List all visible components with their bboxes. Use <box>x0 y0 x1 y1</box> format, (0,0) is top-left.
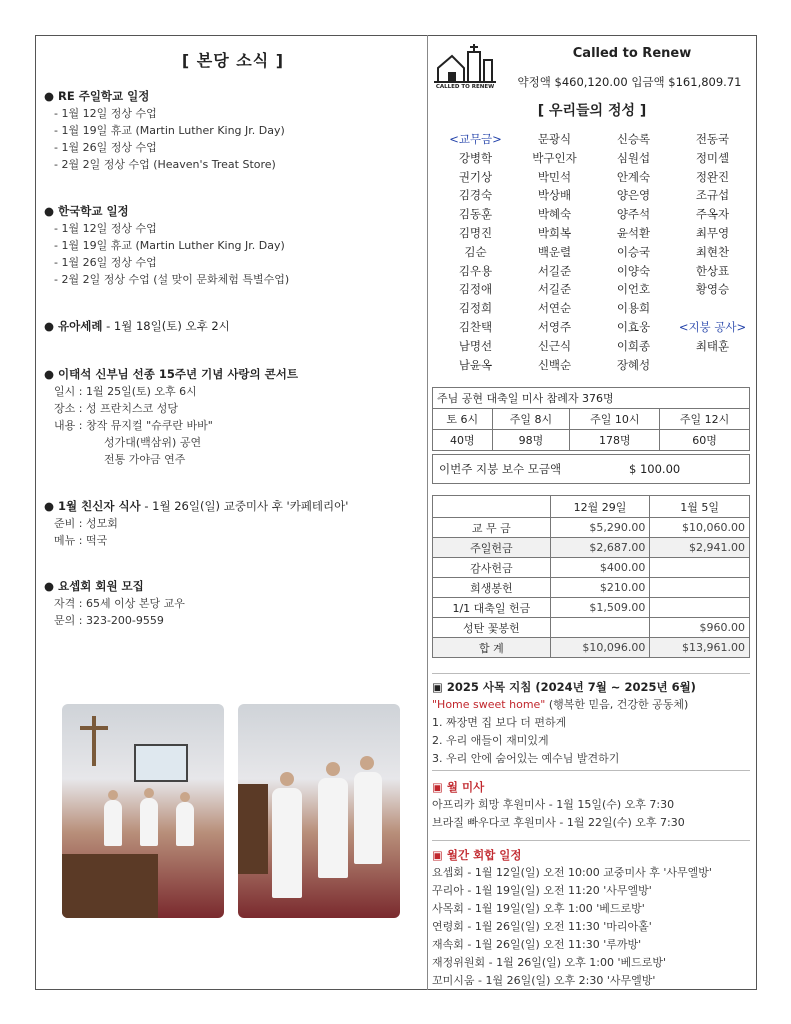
donor-name: 서연순 <box>537 301 572 316</box>
donor-name <box>673 356 752 375</box>
donor-name: 양주석 <box>616 207 651 222</box>
offering-amount <box>550 618 650 638</box>
donor-name: 박희복 <box>537 225 572 240</box>
donor-name: 남명선 <box>458 338 493 353</box>
table-row <box>433 598 750 618</box>
donor-name: 강병학 <box>458 150 493 165</box>
list-item: - 1월 26일 정상 수업 <box>54 256 157 269</box>
donor-name: 김우용 <box>458 263 493 278</box>
donor-name: 박민석 <box>537 169 572 184</box>
attendance-value: 60명 <box>660 430 750 451</box>
offering-label: 합 계 <box>433 638 551 658</box>
column-divider <box>427 35 428 990</box>
donor-name: 김경숙 <box>458 188 493 203</box>
section-title: 한국학교 일정 <box>58 204 129 218</box>
donor-name: 조규섭 <box>695 188 730 203</box>
offering-subtitle: [ 우리들의 정성 ] <box>537 103 647 119</box>
donor-name: 전동국 <box>695 132 730 146</box>
offering-table <box>432 495 750 658</box>
list-item: 메뉴 : 떡국 <box>54 534 108 547</box>
list-item: 브라질 빠우다코 후원미사 - 1월 22일(수) 오후 7:30 <box>432 816 685 829</box>
roof-fund-label: 이번주 지붕 보수 모금액 <box>439 462 562 476</box>
offering-header: 12월 29일 <box>550 496 650 518</box>
section-title: 유아세례 <box>58 319 103 333</box>
donor-name: 이효웅 <box>616 319 651 334</box>
church-photo-altar <box>62 704 224 918</box>
section-detail: - 1월 26일(일) 교중미사 후 '카페테리아' <box>140 499 349 513</box>
donor-name: 신백순 <box>537 357 572 372</box>
bullet-icon: ● <box>44 499 55 513</box>
donor-name: 신근식 <box>537 338 572 353</box>
monthly-meetings <box>432 846 750 990</box>
list-item: - 2월 2일 정상 수업 (설 맞이 문화체험 특별수업) <box>54 273 290 286</box>
donor-name: 심원섭 <box>616 150 651 165</box>
donor-name: 박상배 <box>537 188 572 203</box>
donor-name: 남윤옥 <box>458 357 493 372</box>
bullet-icon: ● <box>44 579 55 593</box>
donor-name: 문광식 <box>537 132 572 146</box>
pastoral-title: ▣ 2025 사목 지침 (2024년 7월 ~ 2025년 6월) <box>432 680 696 694</box>
offering-amount: $2,941.00 <box>650 538 750 558</box>
donor-name: 백운렬 <box>537 244 572 259</box>
attendance-header: 토 6시 <box>433 409 493 430</box>
donor-name: 정미셸 <box>695 150 730 165</box>
attendance-value: 98명 <box>492 430 570 451</box>
list-item: 연령회 - 1월 26일(일) 오전 11:30 '마리아홀' <box>432 920 652 933</box>
donor-name: 신승록 <box>616 132 651 146</box>
offering-amount: $210.00 <box>550 578 650 598</box>
donor-name: 서길준 <box>537 263 572 278</box>
donor-name: 이승국 <box>616 244 651 259</box>
attendance-table <box>432 387 750 451</box>
list-item: 2. 우리 애들이 재미있게 <box>432 734 549 747</box>
donor-name: 황영승 <box>695 282 730 297</box>
list-item: 문의 : 323-200-9559 <box>54 614 164 627</box>
offering-label: 성탄 꽃봉헌 <box>433 618 551 638</box>
church-photo-procession <box>238 704 400 918</box>
donor-name: 양은영 <box>616 188 651 203</box>
offering-header: 1월 5일 <box>650 496 750 518</box>
donor-name: 박혜숙 <box>537 207 572 222</box>
offering-label: 감사헌금 <box>433 558 551 578</box>
table-row <box>433 558 750 578</box>
table-row <box>433 538 750 558</box>
infant-baptism-section <box>44 318 422 335</box>
section-detail: - 1월 18일(토) 오후 2시 <box>102 319 230 333</box>
list-item: - 1월 19일 휴교 (Martin Luther King Jr. Day) <box>54 124 285 137</box>
donor-name: 장혜성 <box>616 357 651 372</box>
list-item: 장소 : 성 프란치스코 성당 <box>54 402 178 415</box>
monthly-mass <box>432 778 750 832</box>
list-item: 요셉회 - 1월 12일(일) 오전 10:00 교중미사 후 '사무엘방' <box>432 866 712 879</box>
list-item: 재속회 - 1월 26일(일) 오전 11:30 '루까방' <box>432 938 642 951</box>
offering-amount: $960.00 <box>650 618 750 638</box>
parish-news-title: [ 본당 소식 ] <box>181 51 285 70</box>
donor-name: 최현찬 <box>695 244 730 259</box>
donor-name: 윤석환 <box>616 225 651 240</box>
donor-name: 최태훈 <box>695 338 730 353</box>
list-item: 꾸리아 - 1월 19일(일) 오전 11:20 '사무엘방' <box>432 884 652 897</box>
offering-amount: $1,509.00 <box>550 598 650 618</box>
attendance-header: 주일 12시 <box>660 409 750 430</box>
list-item: - 1월 26일 정상 수업 <box>54 141 157 154</box>
offering-amount <box>650 578 750 598</box>
roof-fund-box <box>432 454 750 484</box>
section-title: 1월 친신자 식사 <box>58 499 141 513</box>
section-title: RE 주일학교 일정 <box>58 89 150 103</box>
re-school-section <box>44 88 422 173</box>
list-item: 준비 : 성모회 <box>54 517 118 530</box>
pastoral-guidelines <box>432 678 750 768</box>
list-item: 1. 짜장면 집 보다 더 편하게 <box>432 716 567 729</box>
donor-name: 이양숙 <box>616 263 651 278</box>
donor-name: 안계숙 <box>616 169 651 184</box>
donor-name: 최무영 <box>695 225 730 240</box>
offering-amount: $13,961.00 <box>650 638 750 658</box>
roof-fund-value: $ 100.00 <box>629 462 681 476</box>
joseph-society-section <box>44 578 422 629</box>
offering-label: 1/1 대축일 헌금 <box>433 598 551 618</box>
donor-name: 서영주 <box>537 319 572 334</box>
table-row <box>433 638 750 658</box>
list-item: 자격 : 65세 이상 본당 교우 <box>54 597 185 610</box>
campaign-title: Called to Renew <box>572 46 692 61</box>
donor-names-grid <box>436 130 752 374</box>
offering-amount: $5,290.00 <box>550 518 650 538</box>
attendance-caption: 주님 공현 대축일 미사 참례자 376명 <box>433 388 750 409</box>
table-row <box>433 618 750 638</box>
donor-name: 김동훈 <box>458 207 493 222</box>
list-item: 아프리카 희망 후원미사 - 1월 15일(수) 오후 7:30 <box>432 798 675 811</box>
list-item: - 2월 2일 정상 수업 (Heaven's Treat Store) <box>54 158 276 171</box>
offering-header <box>433 496 551 518</box>
donor-name: 이희종 <box>616 338 651 353</box>
donor-name: 이언호 <box>616 282 651 297</box>
donor-name: 김찬택 <box>458 319 493 334</box>
donor-name: 주옥자 <box>695 207 730 222</box>
list-item: 꼬미시움 - 1월 26일(일) 오후 2:30 '사무엘방' <box>432 974 656 987</box>
section-title: 요셉회 회원 모집 <box>58 579 144 593</box>
monthly-mass-title: ▣ 월 미사 <box>432 780 485 794</box>
donor-name: 김정애 <box>458 282 493 297</box>
offering-label: 주일헌금 <box>433 538 551 558</box>
donor-name: 김순 <box>464 244 487 259</box>
donor-name: 김명진 <box>458 225 493 240</box>
section-title: 이태석 신부님 선종 15주년 기념 사랑의 콘서트 <box>58 367 298 381</box>
list-item: - 1월 19일 휴교 (Martin Luther King Jr. Day) <box>54 239 285 252</box>
donor-name: 정완진 <box>695 169 730 184</box>
list-item: - 1월 12일 정상 수업 <box>54 107 157 120</box>
donor-name: 권기상 <box>458 169 493 184</box>
pledge-amount: 약정액 $460,120.00 입금액 $161,809.71 <box>517 75 742 89</box>
list-item: 성가대(백삼위) 공연 <box>104 436 202 449</box>
list-item: 사목회 - 1월 19일(일) 오후 1:00 '베드로방' <box>432 902 645 915</box>
concert-section <box>44 366 422 468</box>
offering-amount <box>650 558 750 578</box>
meetings-title: ▣ 월간 회합 일정 <box>432 848 522 862</box>
bullet-icon: ● <box>44 204 55 218</box>
logo-text: CALLED TO RENEW <box>435 84 495 90</box>
offering-label: 희생봉헌 <box>433 578 551 598</box>
table-row <box>433 518 750 538</box>
list-item: - 1월 12일 정상 수업 <box>54 222 157 235</box>
list-item: 일시 : 1월 25일(토) 오후 6시 <box>54 385 197 398</box>
donor-name: 한상표 <box>695 263 730 278</box>
newcomer-meal-section <box>44 498 422 549</box>
offering-amount <box>650 598 750 618</box>
pastoral-slogan-tail: (행복한 믿음, 건강한 공동체) <box>545 698 689 711</box>
pastoral-slogan: "Home sweet home" <box>432 698 546 711</box>
attendance-header: 주일 10시 <box>570 409 660 430</box>
donor-name: 박구인자 <box>532 150 577 165</box>
bullet-icon: ● <box>44 89 55 103</box>
list-item: 3. 우리 안에 숨어있는 예수님 발견하기 <box>432 752 620 765</box>
category-label: <지붕 공사> <box>678 319 747 334</box>
category-label: <교무금> <box>449 132 502 146</box>
attendance-header: 주일 8시 <box>492 409 570 430</box>
offering-amount: $2,687.00 <box>550 538 650 558</box>
attendance-value: 178명 <box>570 430 660 451</box>
attendance-value: 40명 <box>433 430 493 451</box>
donor-name: 서길준 <box>537 282 572 297</box>
list-item: 재정위원회 - 1월 26일(일) 오후 1:00 '베드로방' <box>432 956 667 969</box>
bullet-icon: ● <box>44 367 55 381</box>
offering-amount: $400.00 <box>550 558 650 578</box>
list-item: 전통 가야금 연주 <box>104 453 186 466</box>
donor-name <box>673 299 752 318</box>
parish-news-column <box>44 40 422 627</box>
offering-label: 교 무 금 <box>433 518 551 538</box>
bullet-icon: ● <box>44 319 55 333</box>
donor-name: 이용희 <box>616 301 651 316</box>
offering-amount: $10,096.00 <box>550 638 650 658</box>
offering-amount: $10,060.00 <box>650 518 750 538</box>
table-row <box>433 578 750 598</box>
list-item: 내용 : 창작 뮤지컬 "슈쿠란 바바" <box>54 419 213 432</box>
donor-name: 김정희 <box>458 301 493 316</box>
korean-school-section <box>44 203 422 288</box>
